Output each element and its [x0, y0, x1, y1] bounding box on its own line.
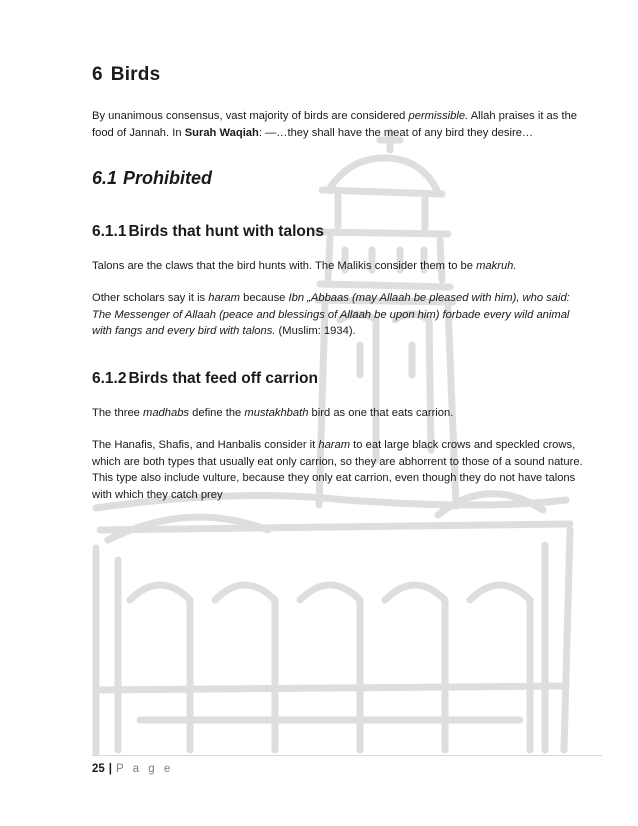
- talons-text: because: [239, 292, 289, 304]
- talons-paragraph-1: [92, 258, 592, 275]
- carrion-text: The Hanafis, Shafis, and Hanbalis consider it: [92, 439, 319, 451]
- hadith-quote: Ibn „Abbaas (may Allaah be pleased with him), who said: The Messenger of Allaah (peace and blessings of Allaah be upon him) forbade every wild animal with fangs and every bird with talons.: [92, 292, 570, 337]
- talons-number: 6.1.1: [92, 223, 127, 240]
- talons-haram: haram: [208, 292, 240, 304]
- section-number: 6: [92, 64, 103, 85]
- intro-permissible: permissible.: [408, 110, 469, 122]
- talons-makruh: makruh.: [476, 260, 517, 272]
- hadith-citation: (Muslim: 1934).: [275, 325, 356, 337]
- intro-surah: Surah Waqiah: [184, 126, 259, 139]
- page-footer: [92, 763, 173, 775]
- section-title: Birds: [110, 64, 161, 85]
- carrion-haram: haram: [318, 439, 351, 451]
- subsection-title: Prohibited: [123, 168, 213, 188]
- section-heading: [92, 64, 160, 86]
- carrion-text: to eat large black crows and speckled crows, which are both types that usually eat only carrion, so they are abhorrent to those of a sound nature. This type also include vulture, because they only eat carrion, even though they do not have talons with which they catch prey: [92, 439, 583, 501]
- carrion-text: bird as one that eats carrion.: [308, 407, 454, 419]
- talons-heading: [92, 223, 324, 241]
- intro-text: Allah praises it as the food of Jannah. In: [92, 110, 578, 139]
- carrion-text: The three: [92, 407, 143, 419]
- carrion-paragraph-2: [92, 437, 592, 503]
- page-number: 25: [92, 763, 105, 775]
- carrion-number: 6.1.2: [92, 370, 127, 387]
- page-label: P a g e: [116, 763, 174, 775]
- talons-text: Other scholars say it is: [92, 292, 209, 304]
- talons-paragraph-2: [92, 290, 592, 340]
- footer-divider: [92, 755, 602, 756]
- footer-separator: |: [108, 763, 113, 775]
- intro-text: By unanimous consensus, vast majority of birds are considered: [92, 110, 409, 122]
- subsection-heading: [92, 168, 212, 189]
- carrion-mustakhbath: mustakhbath: [244, 407, 309, 419]
- talons-text: Talons are the claws that the bird hunts with. The Malikis consider them to be: [92, 260, 477, 272]
- carrion-title: Birds that feed off carrion: [128, 370, 318, 387]
- carrion-paragraph-1: [92, 405, 592, 422]
- carrion-madhabs: madhabs: [143, 407, 190, 419]
- intro-text: : —…they shall have the meat of any bird they desire…: [258, 126, 534, 139]
- carrion-text: define the: [189, 407, 245, 419]
- talons-title: Birds that hunt with talons: [128, 223, 324, 240]
- subsection-number: 6.1: [92, 168, 118, 188]
- carrion-heading: [92, 370, 318, 388]
- intro-paragraph: [92, 108, 592, 141]
